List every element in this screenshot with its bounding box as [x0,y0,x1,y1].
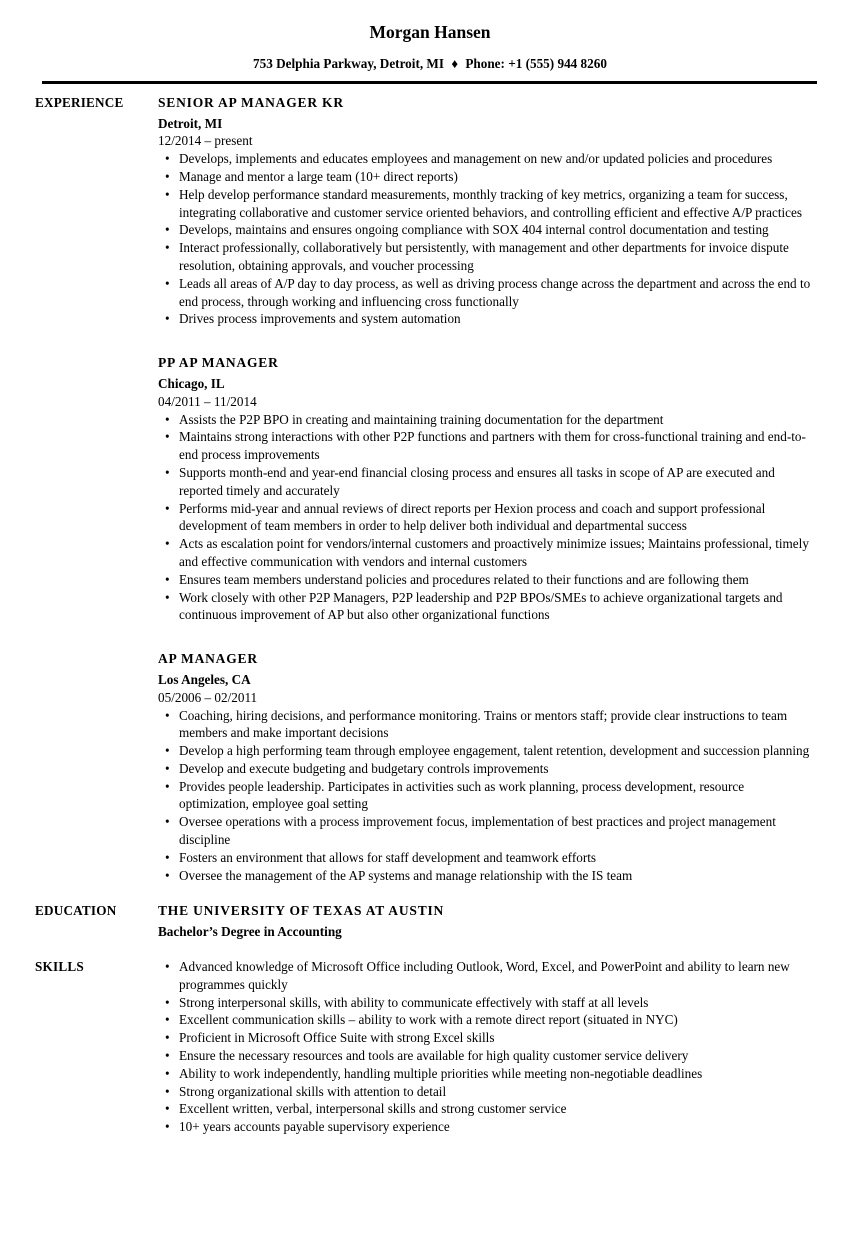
experience-section-label: EXPERIENCE [35,94,124,110]
bullet-item: • Provides people leadership. Participates in activities such as work planning, process development, resource optimization, employee goal setting [158,778,812,814]
header-divider [42,81,817,84]
bullet-item: • Strong organizational skills with attention to detail [158,1083,812,1101]
job-entry-ap-manager [158,650,812,884]
bullet-item: • Work closely with other P2P Managers, P2P leadership and P2P BPOs/SMEs to achieve organizational targets and continuous improvement of AP but also other organizational functions [158,589,812,625]
bullet-item: • 10+ years accounts payable supervisory experience [158,1118,812,1136]
job-title: AP MANAGER [158,651,258,667]
bullet-item: • Ability to work independently, handling multiple priorities while meeting non-negotiable deadlines [158,1065,812,1083]
bullet-item: • Develops, maintains and ensures ongoing compliance with SOX 404 internal control documentation and testing [158,221,812,239]
bullet-item: • Acts as escalation point for vendors/internal customers and proactively minimize issues; Maintains professional, timely and effective communication with vendors and internal customers [158,535,812,571]
bullet-item: • Oversee the management of the AP systems and manage relationship with the IS team [158,867,812,885]
skills-section-body [158,958,812,1136]
school-name: THE UNIVERSITY OF TEXAS AT AUSTIN [158,903,445,919]
skills-section-label: SKILLS [35,959,84,975]
contact-phone: Phone: +1 (555) 944 8260 [465,56,607,71]
bullet-item: • Advanced knowledge of Microsoft Office including Outlook, Word, Excel, and PowerPoint and ability to learn new programmes quickly [158,958,812,994]
job-dates: 05/2006 – 02/2011 [158,689,258,705]
job-bullet-list [158,150,812,328]
bullet-item: • Maintains strong interactions with other P2P functions and partners with them for cross-functional training and end-to-end process improvements [158,428,812,464]
job-location: Detroit, MI [158,115,223,131]
job-location: Los Angeles, CA [158,671,251,687]
education-section [0,902,860,941]
skills-section [0,958,860,1136]
job-dates: 04/2011 – 11/2014 [158,393,257,409]
skills-bullet-list [158,958,812,1136]
job-dates: 12/2014 – present [158,133,253,149]
bullet-item: • Develops, implements and educates employees and management on new and/or updated policies and procedures [158,150,812,168]
bullet-item: • Manage and mentor a large team (10+ direct reports) [158,168,812,186]
bullet-item: • Ensures team members understand policies and procedures related to their functions and are following them [158,571,812,589]
bullet-item: • Strong interpersonal skills, with ability to communicate effectively with staff at all levels [158,994,812,1012]
bullet-item: • Interact professionally, collaboratively but persistently, with management and other departments for invoice dispute resolution, obtaining approvals, and voucher processing [158,239,812,275]
job-title: SENIOR AP MANAGER KR [158,94,344,110]
bullet-item: • Develop and execute budgeting and budgetary controls improvements [158,760,812,778]
bullet-item: • Oversee operations with a process improvement focus, implementation of best practices and project management discipline [158,813,812,849]
bullet-item: • Develop a high performing team through employee engagement, talent retention, development and succession planning [158,742,812,760]
bullet-item: • Assists the P2P BPO in creating and maintaining training documentation for the department [158,411,812,429]
bullet-item: • Fosters an environment that allows for staff development and teamwork efforts [158,849,812,867]
candidate-name: Morgan Hansen [369,22,491,42]
bullet-item: • Performs mid-year and annual reviews of direct reports per Hexion process and coach and support professional development of team members in order to help deliver both individual and departmental success [158,500,812,536]
diamond-separator-icon: ♦ [451,56,459,71]
bullet-item: • Ensure the necessary resources and tools are available for high quality customer service delivery [158,1047,812,1065]
bullet-item: • Drives process improvements and system automation [158,310,812,328]
bullet-item: • Leads all areas of A/P day to day process, as well as driving process change across the department and across the end to end process, through working and influencing cross functionally [158,275,812,311]
bullet-item: • Excellent communication skills – ability to work with a remote direct report (situated in NYC) [158,1011,812,1029]
job-entry-pp-ap-manager [158,354,812,624]
job-bullet-list [158,411,812,625]
contact-line [0,55,860,73]
bullet-item: • Excellent written, verbal, interpersonal skills and strong customer service [158,1100,812,1118]
bullet-item: • Coaching, hiring decisions, and performance monitoring. Trains or mentors staff; provide clear instructions to team members and make important decisions [158,707,812,743]
experience-section-body [158,94,812,885]
job-location: Chicago, IL [158,375,225,391]
bullet-item: • Help develop performance standard measurements, monthly tracking of key metrics, organizing a team for success, integrating collaborative and customer service oriented behaviors, and controlling efficient and effective A/P practices [158,186,812,222]
experience-section [0,94,860,885]
contact-address: 753 Delphia Parkway, Detroit, MI [253,56,445,71]
job-entry-senior-ap-manager [158,94,812,328]
job-title: PP AP MANAGER [158,355,279,371]
degree: Bachelor’s Degree in Accounting [158,924,342,940]
education-section-label: EDUCATION [35,903,117,919]
job-bullet-list [158,707,812,885]
resume-header [0,0,860,73]
education-section-body [158,902,812,941]
bullet-item: • Proficient in Microsoft Office Suite with strong Excel skills [158,1029,812,1047]
bullet-item: • Supports month-end and year-end financial closing process and ensures all tasks in scope of AP are executed and reported timely and accurately [158,464,812,500]
